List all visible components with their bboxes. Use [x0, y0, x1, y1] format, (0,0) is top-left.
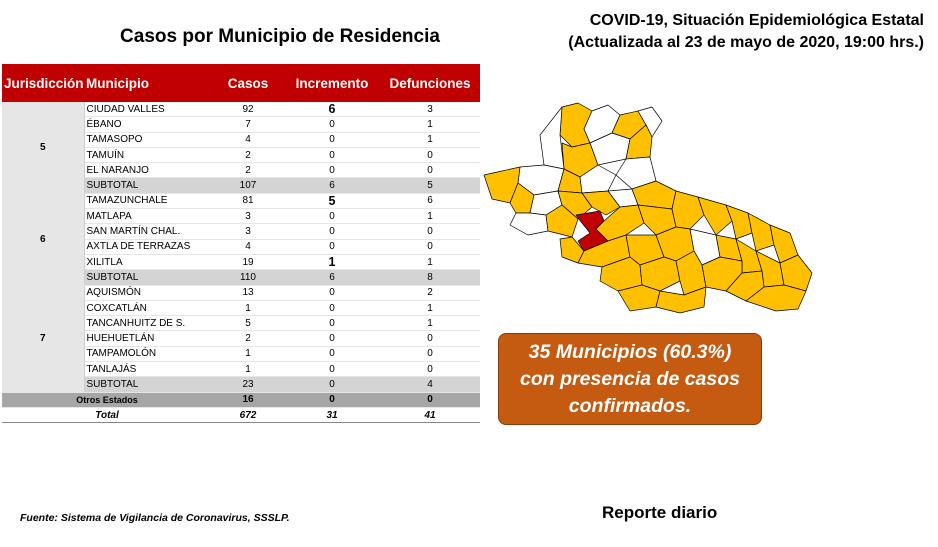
- otros-incremento: 0: [284, 392, 380, 407]
- table-title: Casos por Municipio de Residencia: [120, 26, 440, 47]
- defunciones-cell: 1: [380, 316, 480, 331]
- incremento-cell: 0: [284, 117, 380, 132]
- incremento-cell: 0: [284, 132, 380, 147]
- municipio-region: [656, 287, 706, 313]
- col-defunciones: Defunciones: [380, 64, 480, 102]
- defunciones-cell: 6: [380, 193, 480, 208]
- total-row: [2, 407, 480, 422]
- subtotal-defunciones: 5: [380, 178, 480, 193]
- municipio-region: [510, 213, 548, 235]
- municipio-cell: TAMASOPO: [84, 132, 212, 147]
- otros-defunciones: 0: [380, 392, 480, 407]
- municipio-cell: HUEHUETLÁN: [84, 331, 212, 346]
- update-subtitle: (Actualizada al 23 de mayo de 2020, 19:00 hrs.): [568, 34, 924, 51]
- incremento-cell: 0: [284, 285, 380, 300]
- casos-cell: 1: [212, 300, 284, 315]
- col-incremento: Incremento: [284, 64, 380, 102]
- subtotal-casos: 110: [212, 270, 284, 285]
- incremento-cell: 0: [284, 209, 380, 224]
- casos-cell: 1: [212, 362, 284, 377]
- defunciones-cell: 0: [380, 362, 480, 377]
- municipio-cell: AXTLA DE TERRAZAS: [84, 239, 212, 254]
- table-row: [2, 102, 480, 117]
- casos-cell: 13: [212, 285, 284, 300]
- municipio-cell: SAN MARTÍN CHAL.: [84, 224, 212, 239]
- incremento-cell: 6: [284, 102, 380, 117]
- casos-cell: 19: [212, 254, 284, 269]
- casos-cell: 3: [212, 209, 284, 224]
- cases-table: [2, 64, 480, 423]
- defunciones-cell: 1: [380, 254, 480, 269]
- main-title: COVID-19, Situación Epidemiológica Estatal: [589, 12, 924, 29]
- casos-cell: 7: [212, 117, 284, 132]
- callout-line-2: con presencia de casos: [519, 367, 741, 390]
- municipio-cell: CIUDAD VALLES: [84, 102, 212, 117]
- total-defunciones: 41: [380, 407, 480, 422]
- col-municipio: Municipio: [84, 64, 212, 102]
- jurisdiccion-cell: 6: [2, 193, 84, 285]
- municipio-cell: EL NARANJO: [84, 163, 212, 178]
- subtotal-defunciones: 4: [380, 377, 480, 392]
- municipio-cell: XILITLA: [84, 254, 212, 269]
- municipios-callout: [498, 333, 762, 425]
- municipio-cell: TANCANHUITZ DE S.: [84, 316, 212, 331]
- subtotal-label: SUBTOTAL: [84, 377, 212, 392]
- table-row: [2, 285, 480, 300]
- defunciones-cell: 0: [380, 163, 480, 178]
- table-header-row: [2, 64, 480, 102]
- table-row: [2, 193, 480, 208]
- municipio-cell: TAMUÍN: [84, 147, 212, 162]
- defunciones-cell: 0: [380, 346, 480, 361]
- source-note: Fuente: Sistema de Vigilancia de Coronavirus, SSSLP.: [20, 512, 290, 524]
- incremento-cell: 0: [284, 163, 380, 178]
- subtotal-defunciones: 8: [380, 270, 480, 285]
- otros-label: Otros Estados: [2, 392, 212, 407]
- incremento-cell: 0: [284, 224, 380, 239]
- incremento-cell: 5: [284, 193, 380, 208]
- defunciones-cell: 3: [380, 102, 480, 117]
- otros-casos: 16: [212, 392, 284, 407]
- municipio-cell: TAMAZUNCHALE: [84, 193, 212, 208]
- casos-cell: 5: [212, 316, 284, 331]
- incremento-cell: 0: [284, 316, 380, 331]
- subtotal-label: SUBTOTAL: [84, 178, 212, 193]
- defunciones-cell: 1: [380, 209, 480, 224]
- defunciones-cell: 1: [380, 117, 480, 132]
- col-jurisdiccion: Jurisdicción: [2, 64, 84, 102]
- defunciones-cell: 0: [380, 239, 480, 254]
- casos-cell: 81: [212, 193, 284, 208]
- state-map: [480, 95, 820, 320]
- defunciones-cell: 1: [380, 132, 480, 147]
- total-casos: 672: [212, 407, 284, 422]
- col-casos: Casos: [212, 64, 284, 102]
- casos-cell: 3: [212, 224, 284, 239]
- casos-cell: 4: [212, 132, 284, 147]
- subtotal-casos: 23: [212, 377, 284, 392]
- incremento-cell: 0: [284, 147, 380, 162]
- municipio-cell: COXCATLÁN: [84, 300, 212, 315]
- municipio-cell: AQUISMÓN: [84, 285, 212, 300]
- municipio-cell: MATLAPA: [84, 209, 212, 224]
- municipio-region: [748, 213, 774, 251]
- report-header: [568, 10, 924, 54]
- callout-line-1: 35 Municipios (60.3%): [528, 340, 732, 363]
- incremento-cell: 0: [284, 300, 380, 315]
- jurisdiccion-cell: 5: [2, 102, 84, 193]
- casos-cell: 1: [212, 346, 284, 361]
- municipio-cell: ÉBANO: [84, 117, 212, 132]
- total-incremento: 31: [284, 407, 380, 422]
- casos-cell: 92: [212, 102, 284, 117]
- subtotal-incremento: 0: [284, 377, 380, 392]
- defunciones-cell: 2: [380, 285, 480, 300]
- defunciones-cell: 0: [380, 224, 480, 239]
- municipio-region: [540, 107, 564, 169]
- defunciones-cell: 0: [380, 147, 480, 162]
- subtotal-label: SUBTOTAL: [84, 270, 212, 285]
- casos-cell: 2: [212, 163, 284, 178]
- casos-cell: 2: [212, 331, 284, 346]
- defunciones-cell: 0: [380, 331, 480, 346]
- subtotal-casos: 107: [212, 178, 284, 193]
- incremento-cell: 1: [284, 254, 380, 269]
- casos-cell: 4: [212, 239, 284, 254]
- incremento-cell: 0: [284, 362, 380, 377]
- municipio-cell: TANLAJÁS: [84, 362, 212, 377]
- casos-cell: 2: [212, 147, 284, 162]
- subtotal-incremento: 6: [284, 178, 380, 193]
- otros-estados-row: [2, 392, 480, 407]
- callout-line-3: confirmados.: [568, 394, 692, 417]
- incremento-cell: 0: [284, 331, 380, 346]
- incremento-cell: 0: [284, 346, 380, 361]
- jurisdiccion-cell: 7: [2, 285, 84, 392]
- municipio-cell: TAMPAMOLÓN: [84, 346, 212, 361]
- incremento-cell: 0: [284, 239, 380, 254]
- report-label: Reporte diario: [602, 503, 718, 522]
- total-label: Total: [2, 407, 212, 422]
- defunciones-cell: 1: [380, 300, 480, 315]
- municipio-region: [672, 191, 704, 229]
- subtotal-incremento: 6: [284, 270, 380, 285]
